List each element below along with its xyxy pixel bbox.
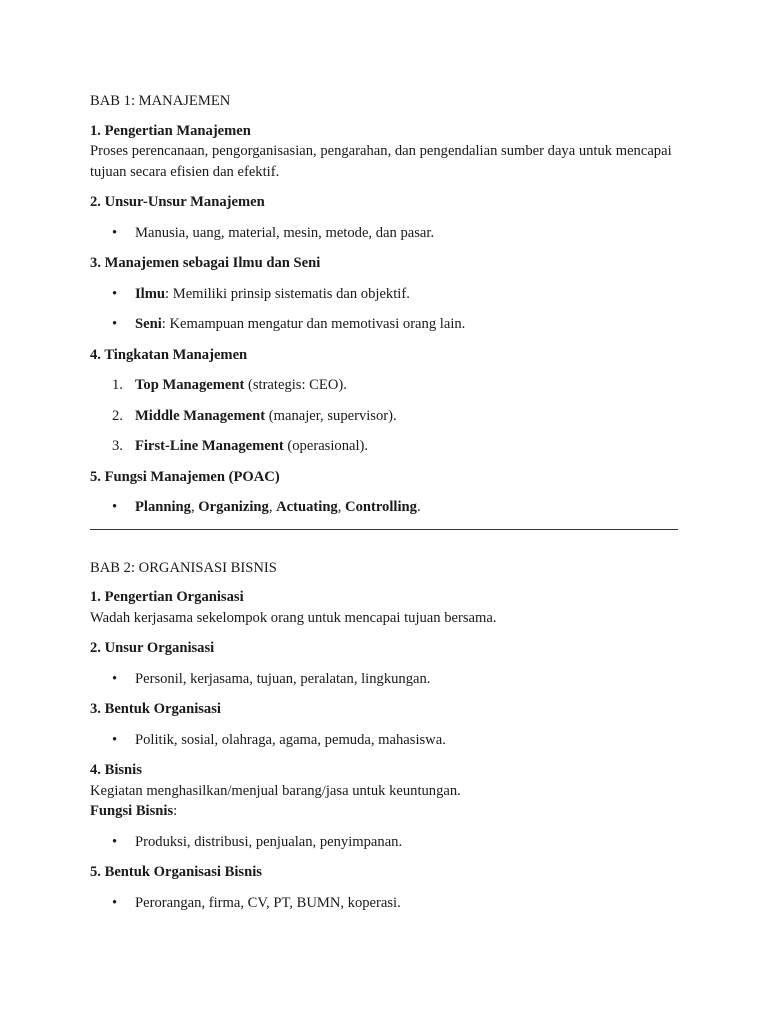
section-heading: 3. Manajemen sebagai Ilmu dan Seni: [90, 255, 321, 271]
section-bisnis: [90, 760, 678, 852]
bullet-list: [90, 223, 678, 244]
horizontal-divider: [90, 529, 678, 530]
list-item-term: Middle Management: [135, 407, 266, 424]
list-item: [90, 893, 678, 914]
section-body: Kegiatan menghasilkan/menjual barang/jasa untuk keuntungan.: [90, 782, 461, 799]
section-bentuk-organisasi: [90, 699, 678, 750]
section-heading: 1. Pengertian Manajemen: [90, 122, 251, 139]
list-item: [90, 832, 678, 853]
bullet-icon: •: [112, 499, 118, 515]
list-number: 2.: [112, 407, 123, 424]
list-item: [90, 436, 678, 457]
section-heading: 5. Bentuk Organisasi Bisnis: [90, 864, 262, 880]
section-ilmu-dan-seni: [90, 253, 678, 335]
list-item: [90, 314, 678, 335]
list-item-text: Manusia, uang, material, mesin, metode, dan pasar.: [135, 224, 435, 241]
section-heading: 2. Unsur Organisasi: [90, 640, 215, 656]
list-item-text: Politik, sosial, olahraga, agama, pemuda, mahasiswa.: [135, 731, 446, 748]
fungsi-bisnis-label: [90, 801, 678, 822]
bullet-list: [90, 284, 678, 335]
chapter-title-bab1: BAB 1: MANAJEMEN: [90, 93, 231, 109]
section-heading: 1. Pengertian Organisasi: [90, 589, 244, 605]
bullet-list: [90, 893, 678, 914]
list-item-term: Seni: [135, 316, 162, 332]
list-item-text: Personil, kerjasama, tujuan, peralatan, lingkungan.: [135, 670, 431, 687]
section-pengertian-manajemen: [90, 121, 678, 183]
section-heading: 4. Bisnis: [90, 762, 142, 778]
list-item-text: : Memiliki prinsip sistematis dan objektif.: [165, 285, 410, 302]
chapter-title-bab2: BAB 2: ORGANISASI BISNIS: [90, 559, 277, 576]
bullet-icon: •: [112, 670, 118, 687]
bullet-icon: •: [112, 833, 118, 850]
separator: ,: [190, 499, 199, 515]
bullet-icon: •: [112, 224, 118, 241]
list-item: [90, 284, 678, 305]
colon: :: [173, 803, 178, 819]
fungsi-bisnis-term: Fungsi Bisnis: [90, 803, 174, 819]
list-item: [90, 406, 678, 427]
section-unsur-manajemen: [90, 192, 678, 243]
section-heading: 5. Fungsi Manajemen (POAC): [90, 468, 280, 485]
numbered-list: [90, 375, 678, 457]
document-page: [90, 91, 678, 913]
list-number: 3.: [112, 438, 123, 454]
list-item: [90, 730, 678, 751]
separator: ,: [268, 499, 277, 515]
separator: ,: [337, 499, 346, 515]
section-bentuk-organisasi-bisnis: [90, 862, 678, 913]
section-body: Wadah kerjasama sekelompok orang untuk mencapai tujuan bersama.: [90, 609, 497, 626]
list-item-text: (operasional).: [283, 438, 369, 454]
list-item: [90, 223, 678, 244]
section-tingkatan-manajemen: [90, 345, 678, 457]
list-item: [90, 669, 678, 690]
list-item-text: Perorangan, firma, CV, PT, BUMN, koperasi.: [135, 894, 401, 911]
bullet-list: [90, 730, 678, 751]
list-item-text: Produksi, distribusi, penjualan, penyimpanan.: [135, 833, 403, 850]
section-body: Proses perencanaan, pengorganisasian, pengarahan, dan pengendalian sumber daya untuk mencapai tujuan secara efisien dan efektif.: [90, 143, 672, 180]
list-item-text: (manajer, supervisor).: [265, 407, 397, 424]
list-item: [90, 497, 678, 518]
terminal-period: .: [416, 499, 421, 515]
bullet-list: [90, 669, 678, 690]
list-item: [90, 375, 678, 396]
list-item-term: First-Line Management: [135, 438, 284, 454]
poac-actuating: Actuating: [276, 499, 338, 515]
bullet-icon: •: [112, 316, 118, 332]
list-item-term: Ilmu: [135, 285, 166, 302]
poac-planning: Planning: [135, 499, 191, 515]
poac-controlling: Controlling: [345, 499, 417, 515]
list-item-term: Top Management: [135, 377, 245, 393]
section-heading: 2. Unsur-Unsur Manajemen: [90, 194, 265, 210]
bullet-list: [90, 832, 678, 853]
section-fungsi-manajemen: [90, 467, 678, 518]
bullet-list: [90, 497, 678, 518]
list-item-text: (strategis: CEO).: [244, 377, 347, 393]
section-unsur-organisasi: [90, 638, 678, 689]
bullet-icon: •: [112, 894, 118, 911]
section-pengertian-organisasi: [90, 587, 678, 628]
bullet-icon: •: [112, 285, 118, 302]
bullet-icon: •: [112, 731, 118, 748]
list-item-text: : Kemampuan mengatur dan memotivasi orang lain.: [161, 316, 466, 332]
poac-organizing: Organizing: [198, 499, 269, 515]
section-heading: 4. Tingkatan Manajemen: [90, 346, 248, 363]
list-number: 1.: [112, 377, 123, 393]
section-heading: 3. Bentuk Organisasi: [90, 701, 221, 717]
